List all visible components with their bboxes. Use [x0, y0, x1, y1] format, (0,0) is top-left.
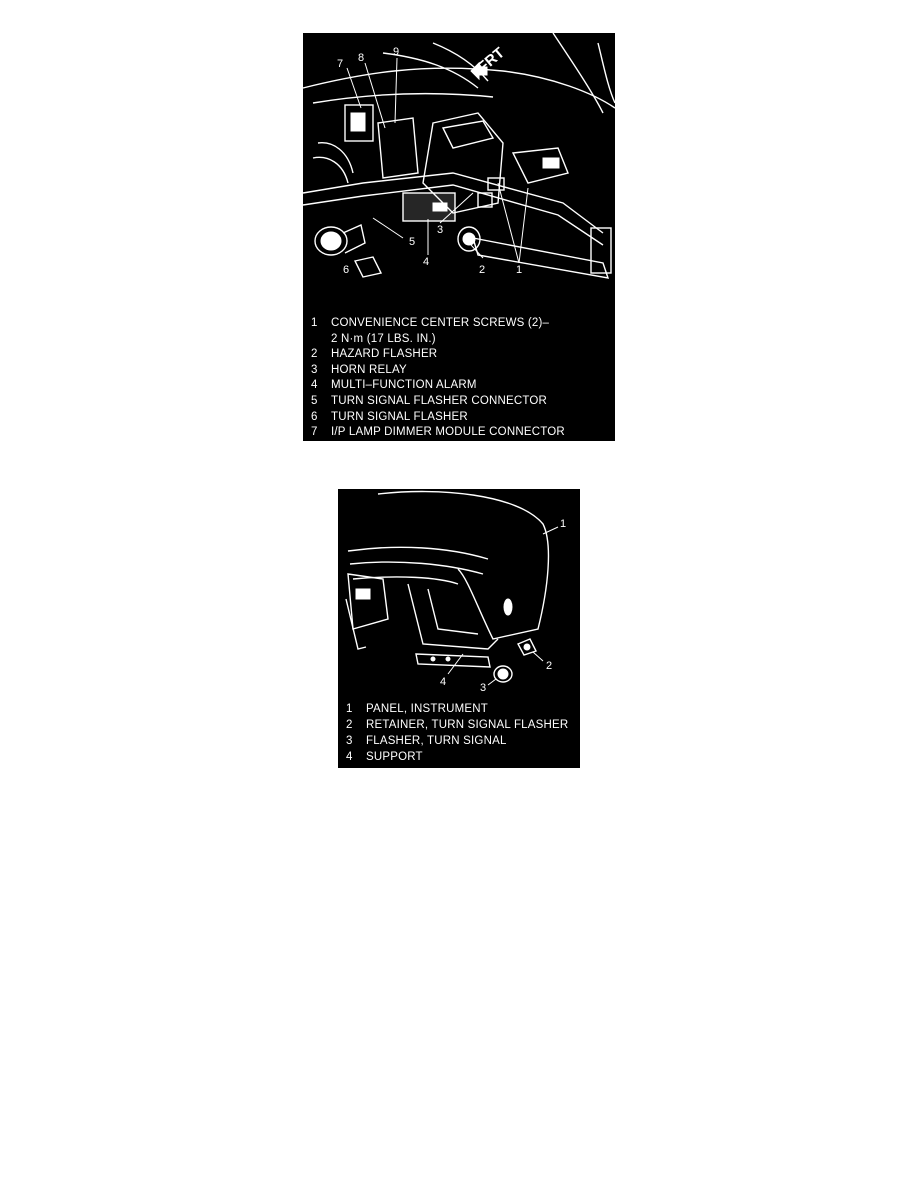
callout-5: 5: [409, 236, 416, 248]
callout-6: 6: [343, 264, 350, 276]
legend-item: 6 TURN SIGNAL FLASHER: [311, 410, 468, 423]
figure1-legend: [311, 316, 609, 472]
legend-item: 5 TURN SIGNAL FLASHER CONNECTOR: [311, 394, 548, 407]
callout-1: 1: [560, 518, 567, 530]
figure2-legend: [346, 701, 574, 765]
callout-1: 1: [516, 264, 523, 276]
figure-convenience-center: [303, 33, 615, 470]
callout-8: 8: [358, 52, 365, 64]
convenience-center-illustration: [303, 33, 615, 315]
legend-item: 1 PANEL, INSTRUMENT: [346, 703, 489, 715]
callout-4: 4: [440, 676, 447, 688]
legend-item: 9 SCREW: [311, 457, 375, 470]
callout-9: 9: [393, 46, 400, 58]
callout-3: 3: [437, 224, 444, 236]
legend-item: 4 MULTI–FUNCTION ALARM: [311, 379, 477, 392]
legend-item: 2 HAZARD FLASHER: [311, 348, 438, 361]
callout-7: 7: [337, 58, 344, 70]
legend-item: 3 FLASHER, TURN SIGNAL: [346, 735, 507, 747]
callout-4: 4: [423, 256, 430, 268]
legend-item: 3 HORN RELAY: [311, 363, 407, 376]
instrument-panel-illustration: [338, 489, 580, 699]
legend-item: 8 I/P LAMP DIMMER MODULE: [311, 441, 486, 454]
callout-2: 2: [479, 264, 486, 276]
callout-2: 2: [546, 660, 553, 672]
legend-item: 7 I/P LAMP DIMMER MODULE CONNECTOR: [311, 426, 565, 439]
legend-item: 2 RETAINER, TURN SIGNAL FLASHER: [346, 719, 569, 731]
direction-label-frt: FRT: [474, 44, 508, 77]
figure-turn-signal-flasher: [338, 489, 580, 768]
legend-item: 1 CONVENIENCE CENTER SCREWS (2)– 2 N·m (17 LBS. IN.): [311, 317, 550, 345]
callout-3: 3: [480, 682, 487, 694]
legend-item: 4 SUPPORT: [346, 751, 423, 763]
